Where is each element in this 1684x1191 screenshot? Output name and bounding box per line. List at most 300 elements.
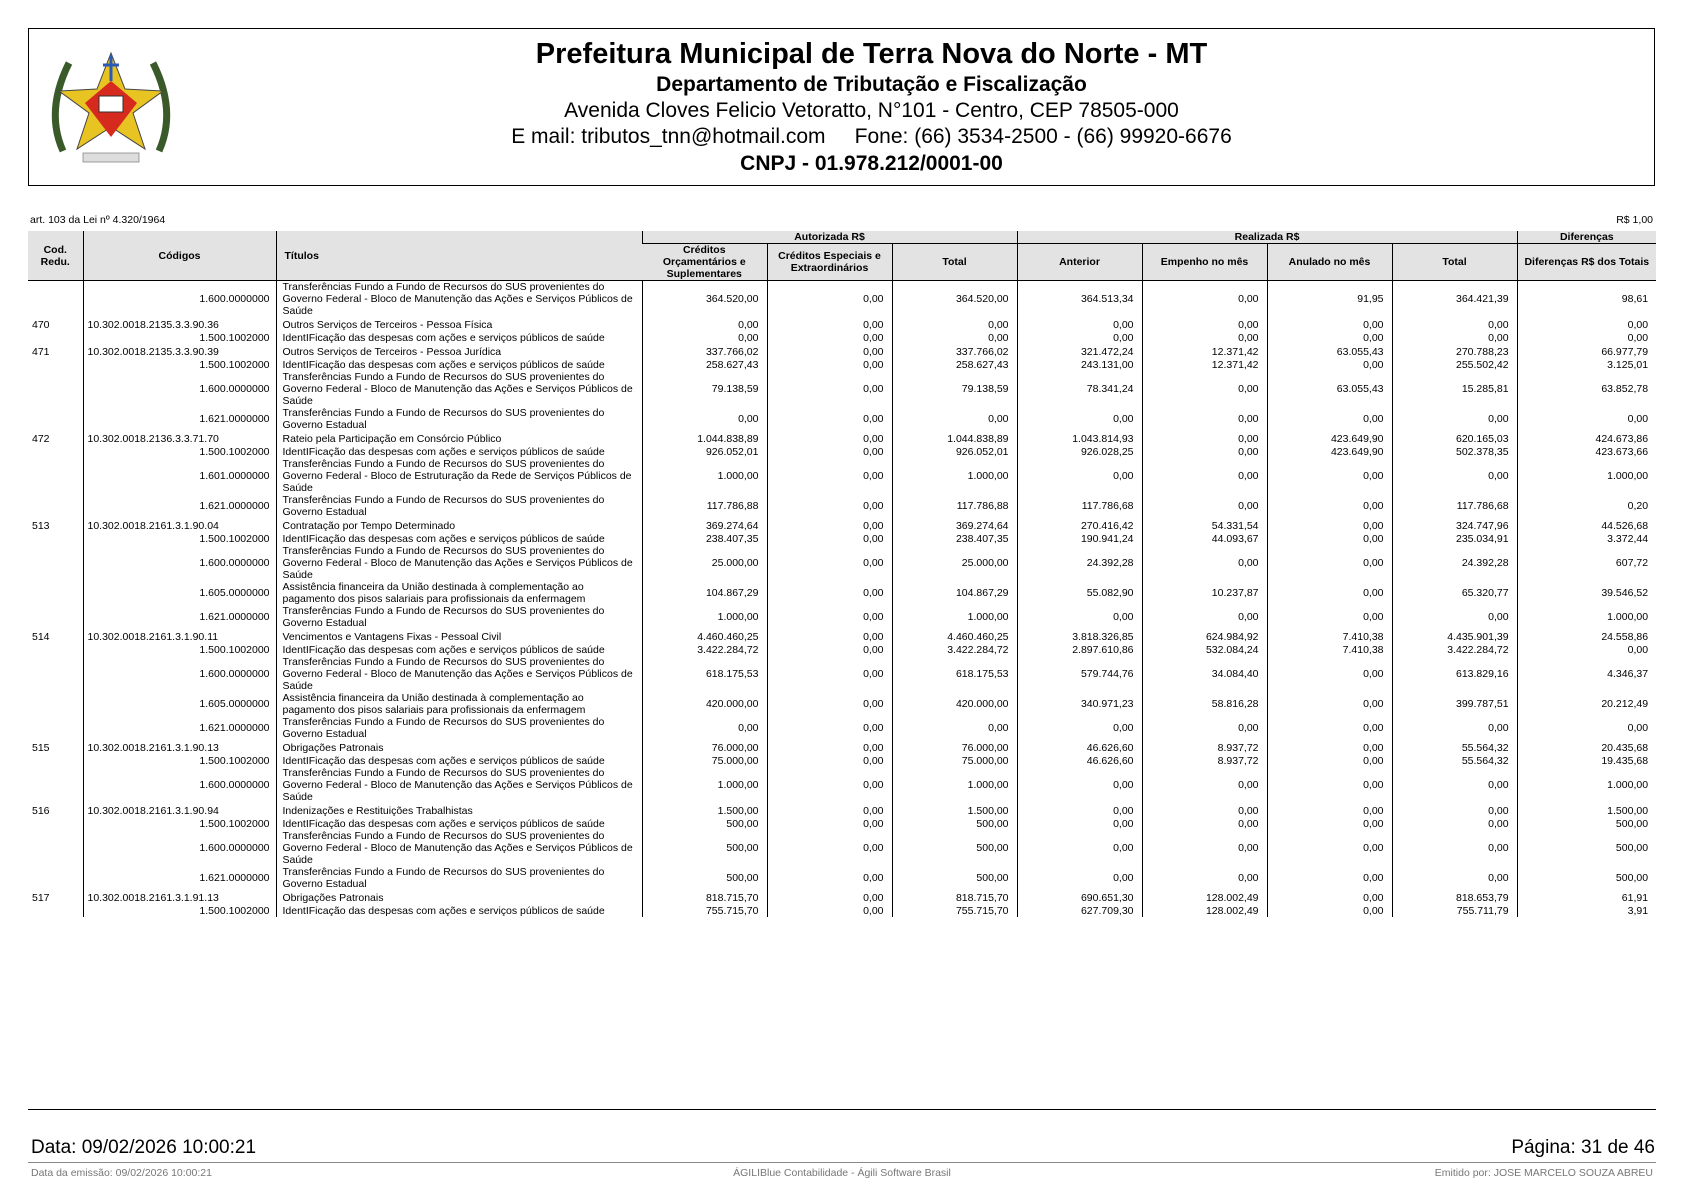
- cell-total-autorizada: 369.274,64: [892, 518, 1017, 533]
- cell-empenho: 58.816,28: [1142, 692, 1267, 716]
- currency-unit: R$ 1,00: [1616, 214, 1653, 226]
- cell-total-realizada: 0,00: [1392, 458, 1517, 494]
- footer-page-number: Página: 31 de 46: [1511, 1137, 1655, 1158]
- cell-creditos: 818.715,70: [642, 890, 767, 905]
- cell-total-realizada: 15.285,81: [1392, 371, 1517, 407]
- budget-table-wrapper: [28, 231, 1656, 917]
- cell-anterior: 0,00: [1017, 818, 1142, 830]
- cell-codigo: 10.302.0018.2161.3.1.90.11: [83, 629, 276, 644]
- legal-note: art. 103 da Lei nº 4.320/1964: [30, 214, 166, 226]
- cell-total-realizada: 755.711,79: [1392, 905, 1517, 917]
- cell-cod: [28, 281, 83, 318]
- cell-total-autorizada: 500,00: [892, 830, 1017, 866]
- cell-anulado: 0,00: [1267, 755, 1392, 767]
- header-anterior: Anterior: [1017, 244, 1142, 281]
- cell-especiais: 0,00: [767, 431, 892, 446]
- table-row: [28, 656, 1656, 692]
- cell-diferencas: 0,20: [1517, 494, 1656, 518]
- cell-anterior: 0,00: [1017, 605, 1142, 629]
- cell-titulo: Indenizações e Restituições Trabalhistas: [276, 803, 642, 818]
- cell-anulado: 0,00: [1267, 656, 1392, 692]
- cell-codigo: 1.500.1002000: [83, 905, 276, 917]
- cell-titulo: IdentIFicação das despesas com ações e serviços públicos de saúde: [276, 533, 642, 545]
- cell-anulado: 0,00: [1267, 533, 1392, 545]
- cell-diferencas: 19.435,68: [1517, 755, 1656, 767]
- cell-anterior: 3.818.326,85: [1017, 629, 1142, 644]
- cell-total-autorizada: 0,00: [892, 407, 1017, 431]
- footer-emission-date: Data da emissão: 09/02/2026 10:00:21: [31, 1167, 212, 1179]
- cell-diferencas: 500,00: [1517, 830, 1656, 866]
- cell-total-autorizada: 3.422.284,72: [892, 644, 1017, 656]
- cell-anterior: 579.744,76: [1017, 656, 1142, 692]
- cell-creditos: 76.000,00: [642, 740, 767, 755]
- cell-empenho: 0,00: [1142, 431, 1267, 446]
- cell-especiais: 0,00: [767, 905, 892, 917]
- cell-anterior: 243.131,00: [1017, 359, 1142, 371]
- table-row: [28, 359, 1656, 371]
- table-row: [28, 905, 1656, 917]
- cell-empenho: 624.984,92: [1142, 629, 1267, 644]
- cell-total-autorizada: 1.044.838,89: [892, 431, 1017, 446]
- cell-codigo: 1.500.1002000: [83, 446, 276, 458]
- cell-anulado: 0,00: [1267, 905, 1392, 917]
- cell-titulo: Transferências Fundo a Fundo de Recursos do SUS provenientes do Governo Estadual: [276, 407, 642, 431]
- cell-especiais: 0,00: [767, 830, 892, 866]
- cell-anulado: 0,00: [1267, 818, 1392, 830]
- cell-creditos: 75.000,00: [642, 755, 767, 767]
- cell-total-realizada: 613.829,16: [1392, 656, 1517, 692]
- cell-cod: [28, 533, 83, 545]
- cell-titulo: Assistência financeira da União destinada à complementação ao pagamento dos pisos salariais para profissionais da enfermagem: [276, 581, 642, 605]
- cell-total-realizada: 0,00: [1392, 767, 1517, 803]
- cell-especiais: 0,00: [767, 545, 892, 581]
- cell-empenho: 128.002,49: [1142, 905, 1267, 917]
- cell-diferencas: 0,00: [1517, 716, 1656, 740]
- table-row: [28, 644, 1656, 656]
- cell-titulo: Obrigações Patronais: [276, 890, 642, 905]
- cell-empenho: 128.002,49: [1142, 890, 1267, 905]
- cell-codigo: 1.500.1002000: [83, 818, 276, 830]
- cell-anulado: 0,00: [1267, 866, 1392, 890]
- table-row: [28, 740, 1656, 755]
- cell-empenho: 8.937,72: [1142, 755, 1267, 767]
- cell-codigo: 10.302.0018.2136.3.3.71.70: [83, 431, 276, 446]
- cell-codigo: 1.500.1002000: [83, 332, 276, 344]
- table-row: [28, 446, 1656, 458]
- cell-especiais: 0,00: [767, 458, 892, 494]
- cell-total-realizada: 0,00: [1392, 317, 1517, 332]
- cell-anterior: 340.971,23: [1017, 692, 1142, 716]
- cell-anulado: 0,00: [1267, 830, 1392, 866]
- cell-cod: [28, 545, 83, 581]
- cell-empenho: 12.371,42: [1142, 359, 1267, 371]
- table-row: [28, 281, 1656, 318]
- cell-especiais: 0,00: [767, 533, 892, 545]
- cell-anterior: 78.341,24: [1017, 371, 1142, 407]
- header-total-realizada: Total: [1392, 244, 1517, 281]
- header-group-realizada: Realizada R$: [1017, 231, 1517, 244]
- cell-total-realizada: 502.378,35: [1392, 446, 1517, 458]
- cell-codigo: 10.302.0018.2161.3.1.90.13: [83, 740, 276, 755]
- cell-especiais: 0,00: [767, 371, 892, 407]
- footer-date: Data: 09/02/2026 10:00:21: [31, 1137, 257, 1158]
- cell-total-autorizada: 0,00: [892, 317, 1017, 332]
- cell-empenho: 0,00: [1142, 317, 1267, 332]
- header-group-autorizada: Autorizada R$: [642, 231, 1017, 244]
- cell-anterior: 926.028,25: [1017, 446, 1142, 458]
- cell-titulo: Transferências Fundo a Fundo de Recursos do SUS provenientes do Governo Estadual: [276, 866, 642, 890]
- cell-titulo: Outros Serviços de Terceiros - Pessoa Jurídica: [276, 344, 642, 359]
- table-row: [28, 755, 1656, 767]
- cell-total-autorizada: 337.766,02: [892, 344, 1017, 359]
- cell-anterior: 117.786,68: [1017, 494, 1142, 518]
- cell-titulo: Transferências Fundo a Fundo de Recursos do SUS provenientes do Governo Federal - Bloco de Manutenção das Ações e Serviços Públicos de Saúde: [276, 767, 642, 803]
- cell-anulado: 0,00: [1267, 716, 1392, 740]
- cell-codigo: 10.302.0018.2135.3.3.90.36: [83, 317, 276, 332]
- cell-diferencas: 1.000,00: [1517, 605, 1656, 629]
- header-diferencas: Diferenças R$ dos Totais: [1517, 244, 1656, 281]
- cell-creditos: 500,00: [642, 866, 767, 890]
- cell-anterior: 46.626,60: [1017, 755, 1142, 767]
- cell-especiais: 0,00: [767, 866, 892, 890]
- cell-anulado: 423.649,90: [1267, 446, 1392, 458]
- cell-creditos: 1.000,00: [642, 605, 767, 629]
- cell-empenho: 0,00: [1142, 803, 1267, 818]
- cell-anulado: 0,00: [1267, 605, 1392, 629]
- cell-codigo: 10.302.0018.2161.3.1.91.13: [83, 890, 276, 905]
- table-row: [28, 692, 1656, 716]
- cell-titulo: Transferências Fundo a Fundo de Recursos do SUS provenientes do Governo Federal - Bloco de Manutenção das Ações e Serviços Públicos de Saúde: [276, 830, 642, 866]
- cell-total-autorizada: 364.520,00: [892, 281, 1017, 318]
- cell-creditos: 0,00: [642, 716, 767, 740]
- cell-creditos: 500,00: [642, 830, 767, 866]
- footer-software: ÁGILIBlue Contabilidade - Ágili Software Brasil: [733, 1167, 951, 1179]
- cell-empenho: 0,00: [1142, 545, 1267, 581]
- cell-titulo: Transferências Fundo a Fundo de Recursos do SUS provenientes do Governo Federal - Bloco de Manutenção das Ações e Serviços Públicos de Saúde: [276, 545, 642, 581]
- cell-especiais: 0,00: [767, 407, 892, 431]
- header-cod: Cod. Redu.: [28, 231, 83, 281]
- table-row: [28, 332, 1656, 344]
- cell-total-realizada: 255.502,42: [1392, 359, 1517, 371]
- cell-creditos: 0,00: [642, 332, 767, 344]
- table-row: [28, 767, 1656, 803]
- cell-especiais: 0,00: [767, 692, 892, 716]
- cell-diferencas: 607,72: [1517, 545, 1656, 581]
- table-row: [28, 371, 1656, 407]
- cell-total-autorizada: 117.786,88: [892, 494, 1017, 518]
- cell-anulado: 91,95: [1267, 281, 1392, 318]
- cell-especiais: 0,00: [767, 605, 892, 629]
- cell-total-autorizada: 0,00: [892, 716, 1017, 740]
- cell-cod: [28, 605, 83, 629]
- cell-codigo: 10.302.0018.2161.3.1.90.94: [83, 803, 276, 818]
- cell-titulo: Transferências Fundo a Fundo de Recursos do SUS provenientes do Governo Estadual: [276, 494, 642, 518]
- cell-total-autorizada: 238.407,35: [892, 533, 1017, 545]
- header-especiais: Créditos Especiais e Extraordinários: [767, 244, 892, 281]
- budget-table: [28, 231, 1656, 917]
- cell-diferencas: 500,00: [1517, 818, 1656, 830]
- cell-diferencas: 1.000,00: [1517, 767, 1656, 803]
- cell-titulo: Transferências Fundo a Fundo de Recursos do SUS provenientes do Governo Estadual: [276, 716, 642, 740]
- cell-diferencas: 66.977,79: [1517, 344, 1656, 359]
- cell-diferencas: 39.546,52: [1517, 581, 1656, 605]
- cell-anulado: 0,00: [1267, 407, 1392, 431]
- cell-anterior: 2.897.610,86: [1017, 644, 1142, 656]
- cell-total-autorizada: 79.138,59: [892, 371, 1017, 407]
- cell-creditos: 364.520,00: [642, 281, 767, 318]
- header-empenho: Empenho no mês: [1142, 244, 1267, 281]
- cell-codigo: 1.500.1002000: [83, 755, 276, 767]
- table-row: [28, 494, 1656, 518]
- cell-empenho: 0,00: [1142, 494, 1267, 518]
- cell-empenho: 0,00: [1142, 767, 1267, 803]
- cell-especiais: 0,00: [767, 767, 892, 803]
- cell-total-realizada: 235.034,91: [1392, 533, 1517, 545]
- cell-anterior: 0,00: [1017, 767, 1142, 803]
- cell-anterior: 270.416,42: [1017, 518, 1142, 533]
- cell-total-realizada: 0,00: [1392, 407, 1517, 431]
- cell-titulo: IdentIFicação das despesas com ações e serviços públicos de saúde: [276, 446, 642, 458]
- cell-especiais: 0,00: [767, 755, 892, 767]
- cell-total-realizada: 55.564,32: [1392, 755, 1517, 767]
- table-row: [28, 818, 1656, 830]
- cell-creditos: 79.138,59: [642, 371, 767, 407]
- cell-total-autorizada: 258.627,43: [892, 359, 1017, 371]
- cell-diferencas: 61,91: [1517, 890, 1656, 905]
- cell-total-realizada: 324.747,96: [1392, 518, 1517, 533]
- cell-especiais: 0,00: [767, 803, 892, 818]
- cell-creditos: 4.460.460,25: [642, 629, 767, 644]
- header-box: [28, 28, 1655, 186]
- cell-anterior: 690.651,30: [1017, 890, 1142, 905]
- cell-titulo: Transferências Fundo a Fundo de Recursos do SUS provenientes do Governo Federal - Bloco de Manutenção das Ações e Serviços Públicos de Saúde: [276, 281, 642, 318]
- table-row: [28, 317, 1656, 332]
- cell-anulado: 0,00: [1267, 803, 1392, 818]
- cell-titulo: IdentIFicação das despesas com ações e serviços públicos de saúde: [276, 332, 642, 344]
- cell-codigo: 1.621.0000000: [83, 407, 276, 431]
- cell-creditos: 238.407,35: [642, 533, 767, 545]
- cell-total-realizada: 0,00: [1392, 332, 1517, 344]
- cell-total-autorizada: 25.000,00: [892, 545, 1017, 581]
- cell-cod: [28, 407, 83, 431]
- cell-empenho: 0,00: [1142, 716, 1267, 740]
- table-row: [28, 866, 1656, 890]
- table-row: [28, 518, 1656, 533]
- table-body: [28, 281, 1656, 918]
- cell-total-autorizada: 1.000,00: [892, 458, 1017, 494]
- cell-anulado: 0,00: [1267, 740, 1392, 755]
- cell-total-realizada: 0,00: [1392, 866, 1517, 890]
- cell-especiais: 0,00: [767, 344, 892, 359]
- table-row: [28, 344, 1656, 359]
- cell-titulo: Transferências Fundo a Fundo de Recursos do SUS provenientes do Governo Federal - Bloco de Manutenção das Ações e Serviços Públicos de Saúde: [276, 656, 642, 692]
- cell-anterior: 55.082,90: [1017, 581, 1142, 605]
- cell-especiais: 0,00: [767, 629, 892, 644]
- cell-cod: [28, 767, 83, 803]
- cell-creditos: 420.000,00: [642, 692, 767, 716]
- cell-titulo: Rateio pela Participação em Consórcio Público: [276, 431, 642, 446]
- cell-especiais: 0,00: [767, 656, 892, 692]
- cell-codigo: 1.601.0000000: [83, 458, 276, 494]
- cell-diferencas: 44.526,68: [1517, 518, 1656, 533]
- cell-anterior: 0,00: [1017, 407, 1142, 431]
- cell-anulado: 0,00: [1267, 359, 1392, 371]
- cell-cod: [28, 581, 83, 605]
- cell-total-autorizada: 755.715,70: [892, 905, 1017, 917]
- cell-codigo: 1.600.0000000: [83, 656, 276, 692]
- cell-titulo: Outros Serviços de Terceiros - Pessoa Física: [276, 317, 642, 332]
- cell-cod: 470: [32, 318, 50, 331]
- footer-issuer: Emitido por: JOSE MARCELO SOUZA ABREU: [1434, 1167, 1653, 1179]
- cell-diferencas: 3.372,44: [1517, 533, 1656, 545]
- cell-cod: [28, 644, 83, 656]
- cell-anulado: 63.055,43: [1267, 371, 1392, 407]
- cell-empenho: 0,00: [1142, 371, 1267, 407]
- cell-codigo: 1.621.0000000: [83, 716, 276, 740]
- header-anulado: Anulado no mês: [1267, 244, 1392, 281]
- cell-cod: [28, 905, 83, 917]
- cell-anterior: 0,00: [1017, 716, 1142, 740]
- cell-total-autorizada: 926.052,01: [892, 446, 1017, 458]
- cell-especiais: 0,00: [767, 581, 892, 605]
- cell-total-autorizada: 76.000,00: [892, 740, 1017, 755]
- cell-cod: [28, 656, 83, 692]
- cell-cod: [28, 692, 83, 716]
- cell-total-realizada: 0,00: [1392, 716, 1517, 740]
- cell-cod: [28, 494, 83, 518]
- cell-anterior: 1.043.814,93: [1017, 431, 1142, 446]
- page-title: Prefeitura Municipal de Terra Nova do Norte - MT: [535, 38, 1208, 70]
- cell-creditos: 1.500,00: [642, 803, 767, 818]
- cell-total-autorizada: 500,00: [892, 818, 1017, 830]
- cell-anulado: 0,00: [1267, 458, 1392, 494]
- cell-diferencas: 20.212,49: [1517, 692, 1656, 716]
- cell-creditos: 0,00: [642, 317, 767, 332]
- cell-especiais: 0,00: [767, 740, 892, 755]
- cell-cod: [28, 359, 83, 371]
- cell-total-realizada: 24.392,28: [1392, 545, 1517, 581]
- cell-cod: [28, 755, 83, 767]
- cell-cod: 516: [32, 804, 50, 817]
- cell-empenho: 8.937,72: [1142, 740, 1267, 755]
- cell-cod: [28, 332, 83, 344]
- cell-diferencas: 20.435,68: [1517, 740, 1656, 755]
- cell-anulado: 7.410,38: [1267, 629, 1392, 644]
- cell-total-autorizada: 1.000,00: [892, 767, 1017, 803]
- cell-diferencas: 24.558,86: [1517, 629, 1656, 644]
- cell-empenho: 10.237,87: [1142, 581, 1267, 605]
- cell-creditos: 369.274,64: [642, 518, 767, 533]
- cell-cod: 514: [32, 630, 50, 643]
- table-row: [28, 533, 1656, 545]
- cell-codigo: 1.600.0000000: [83, 830, 276, 866]
- cell-especiais: 0,00: [767, 716, 892, 740]
- cell-codigo: 10.302.0018.2135.3.3.90.39: [83, 344, 276, 359]
- cell-total-realizada: 55.564,32: [1392, 740, 1517, 755]
- cell-total-autorizada: 104.867,29: [892, 581, 1017, 605]
- table-row: [28, 890, 1656, 905]
- cell-cod: [28, 818, 83, 830]
- table-row: [28, 803, 1656, 818]
- header-total-autorizada: Total: [892, 244, 1017, 281]
- cell-empenho: 44.093,67: [1142, 533, 1267, 545]
- cell-diferencas: 4.346,37: [1517, 656, 1656, 692]
- cell-diferencas: 1.500,00: [1517, 803, 1656, 818]
- cell-creditos: 618.175,53: [642, 656, 767, 692]
- cell-empenho: 0,00: [1142, 818, 1267, 830]
- cell-codigo: 10.302.0018.2161.3.1.90.04: [83, 518, 276, 533]
- header-titulos: Títulos: [276, 231, 642, 281]
- cell-anterior: 190.941,24: [1017, 533, 1142, 545]
- cell-total-autorizada: 1.500,00: [892, 803, 1017, 818]
- cell-anterior: 627.709,30: [1017, 905, 1142, 917]
- cell-empenho: 0,00: [1142, 332, 1267, 344]
- cell-creditos: 500,00: [642, 818, 767, 830]
- cell-diferencas: 3.125,01: [1517, 359, 1656, 371]
- cell-total-realizada: 4.435.901,39: [1392, 629, 1517, 644]
- cell-creditos: 337.766,02: [642, 344, 767, 359]
- cell-cod: [28, 866, 83, 890]
- cell-empenho: 0,00: [1142, 866, 1267, 890]
- cell-especiais: 0,00: [767, 890, 892, 905]
- cell-cod: [28, 371, 83, 407]
- cell-empenho: 0,00: [1142, 458, 1267, 494]
- cell-diferencas: 63.852,78: [1517, 371, 1656, 407]
- table-bottom-rule: [28, 1109, 1656, 1110]
- cell-codigo: 1.600.0000000: [83, 545, 276, 581]
- cell-empenho: 0,00: [1142, 446, 1267, 458]
- cell-codigo: 1.600.0000000: [83, 281, 276, 318]
- cell-titulo: Transferências Fundo a Fundo de Recursos do SUS provenientes do Governo Federal - Bloco de Manutenção das Ações e Serviços Públicos de Saúde: [276, 371, 642, 407]
- cell-empenho: 0,00: [1142, 281, 1267, 318]
- cell-diferencas: 423.673,66: [1517, 446, 1656, 458]
- cell-anulado: 7.410,38: [1267, 644, 1392, 656]
- cell-anulado: 0,00: [1267, 332, 1392, 344]
- cell-total-realizada: 0,00: [1392, 818, 1517, 830]
- cell-empenho: 0,00: [1142, 830, 1267, 866]
- cell-titulo: Assistência financeira da União destinada à complementação ao pagamento dos pisos salariais para profissionais da enfermagem: [276, 692, 642, 716]
- cell-diferencas: 0,00: [1517, 644, 1656, 656]
- cell-cod: 517: [32, 891, 50, 904]
- department-name: Departamento de Tributação e Fiscalização: [656, 73, 1087, 96]
- cell-cod: 515: [32, 741, 50, 754]
- cell-total-autorizada: 420.000,00: [892, 692, 1017, 716]
- cell-cod: 471: [32, 345, 50, 358]
- cell-titulo: IdentIFicação das despesas com ações e serviços públicos de saúde: [276, 644, 642, 656]
- table-row: [28, 605, 1656, 629]
- table-row: [28, 581, 1656, 605]
- cell-diferencas: 424.673,86: [1517, 431, 1656, 446]
- cell-titulo: IdentIFicação das despesas com ações e serviços públicos de saúde: [276, 755, 642, 767]
- cell-empenho: 0,00: [1142, 407, 1267, 431]
- cell-titulo: Vencimentos e Vantagens Fixas - Pessoal Civil: [276, 629, 642, 644]
- cnpj: CNPJ - 01.978.212/0001-00: [740, 152, 1003, 175]
- cell-codigo: 1.500.1002000: [83, 359, 276, 371]
- table-row: [28, 716, 1656, 740]
- cell-anterior: 0,00: [1017, 458, 1142, 494]
- cell-diferencas: 500,00: [1517, 866, 1656, 890]
- cell-total-autorizada: 818.715,70: [892, 890, 1017, 905]
- table-row: [28, 407, 1656, 431]
- cell-anterior: 0,00: [1017, 830, 1142, 866]
- cell-titulo: IdentIFicação das despesas com ações e serviços públicos de saúde: [276, 905, 642, 917]
- cell-creditos: 1.000,00: [642, 458, 767, 494]
- cell-codigo: 1.500.1002000: [83, 533, 276, 545]
- cell-especiais: 0,00: [767, 281, 892, 318]
- cell-titulo: IdentIFicação das despesas com ações e serviços públicos de saúde: [276, 818, 642, 830]
- cell-total-autorizada: 75.000,00: [892, 755, 1017, 767]
- cell-total-realizada: 818.653,79: [1392, 890, 1517, 905]
